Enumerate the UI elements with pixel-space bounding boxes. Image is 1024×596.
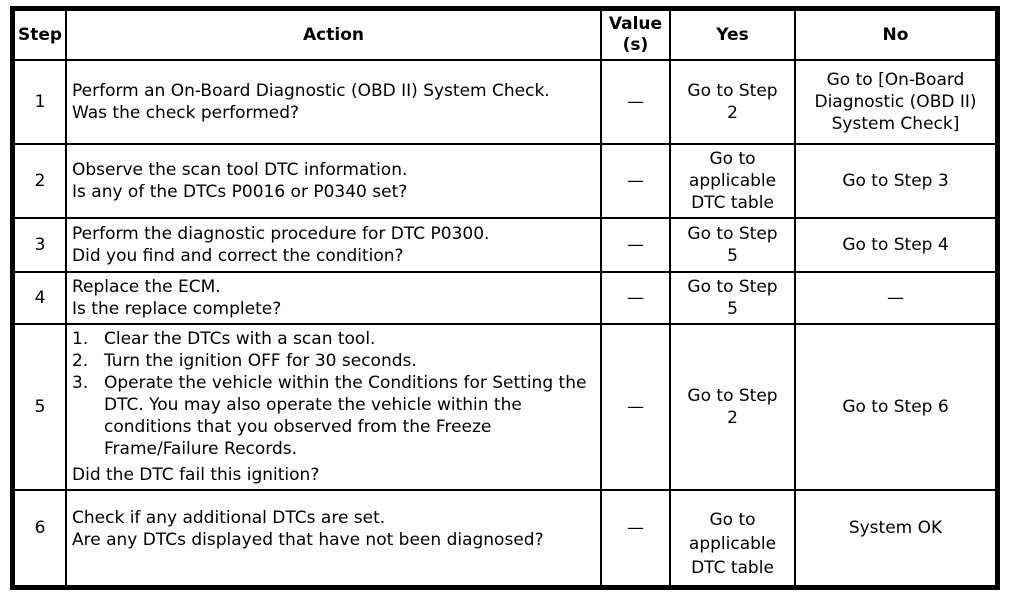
list-item-number: 1. (72, 329, 89, 349)
action-5-steps (72, 328, 596, 460)
yes-3: Go to Step 5 (669, 217, 796, 273)
no-4: — (794, 271, 997, 325)
yes-2: Go to applicable DTC table (669, 143, 796, 219)
no-2: Go to Step 3 (794, 143, 997, 219)
yes-4: Go to Step 5 (669, 271, 796, 325)
list-item-number: 2. (72, 351, 89, 371)
action-3 (65, 217, 602, 273)
action-4-line-2: Is the replace complete? (72, 299, 282, 319)
no-5: Go to Step 6 (794, 323, 997, 491)
action-1-line-2: Was the check performed? (72, 103, 300, 123)
header-action: Action (65, 9, 602, 61)
value-5: — (600, 323, 671, 491)
list-item-text: Operate the vehicle within the Conditions for Setting the DTC. You may also operate the vehicle within the conditions that you observed from the Freeze Frame/Failure Records. (104, 373, 587, 459)
step-2: 2 (13, 143, 67, 219)
value-2: — (600, 143, 671, 219)
no-1: Go to [On-Board Diagnostic (OBD II) System Check] (794, 59, 997, 145)
diagnostic-table (10, 6, 1000, 590)
action-2-line-2: Is any of the DTCs P0016 or P0340 set? (72, 182, 408, 202)
action-3-line-1: Perform the diagnostic procedure for DTC P0300. (72, 224, 490, 244)
step-3: 3 (13, 217, 67, 273)
header-no: No (794, 9, 997, 61)
value-6: — (600, 489, 671, 587)
action-2 (65, 143, 602, 219)
list-item-text: Clear the DTCs with a scan tool. (104, 329, 376, 349)
action-1-line-1: Perform an On-Board Diagnostic (OBD II) System Check. (72, 81, 550, 101)
yes-1: Go to Step 2 (669, 59, 796, 145)
list-item-text: Turn the ignition OFF for 30 seconds. (104, 351, 417, 371)
list-item (72, 372, 596, 460)
header-yes: Yes (669, 9, 796, 61)
value-3: — (600, 217, 671, 273)
action-4-line-1: Replace the ECM. (72, 277, 221, 297)
action-6-line-1: Check if any additional DTCs are set. (72, 508, 386, 528)
step-5: 5 (13, 323, 67, 491)
action-5-question: Did the DTC fail this ignition? (72, 465, 320, 485)
value-1: — (600, 59, 671, 145)
action-2-line-1: Observe the scan tool DTC information. (72, 160, 408, 180)
no-3: Go to Step 4 (794, 217, 997, 273)
action-6-line-2: Are any DTCs displayed that have not been diagnosed? (72, 530, 544, 550)
step-4: 4 (13, 271, 67, 325)
action-3-line-2: Did you find and correct the condition? (72, 246, 404, 266)
action-5 (65, 323, 602, 491)
list-item (72, 328, 596, 350)
list-item (72, 350, 596, 372)
header-step: Step (13, 9, 67, 61)
no-6: System OK (794, 489, 997, 587)
action-1 (65, 59, 602, 145)
action-4 (65, 271, 602, 325)
yes-5: Go to Step 2 (669, 323, 796, 491)
step-1: 1 (13, 59, 67, 145)
action-6 (65, 489, 602, 587)
header-value: Value (s) (600, 9, 671, 61)
value-4: — (600, 271, 671, 325)
list-item-number: 3. (72, 373, 89, 393)
step-6: 6 (13, 489, 67, 587)
yes-6: Go to applicable DTC table (669, 489, 796, 587)
